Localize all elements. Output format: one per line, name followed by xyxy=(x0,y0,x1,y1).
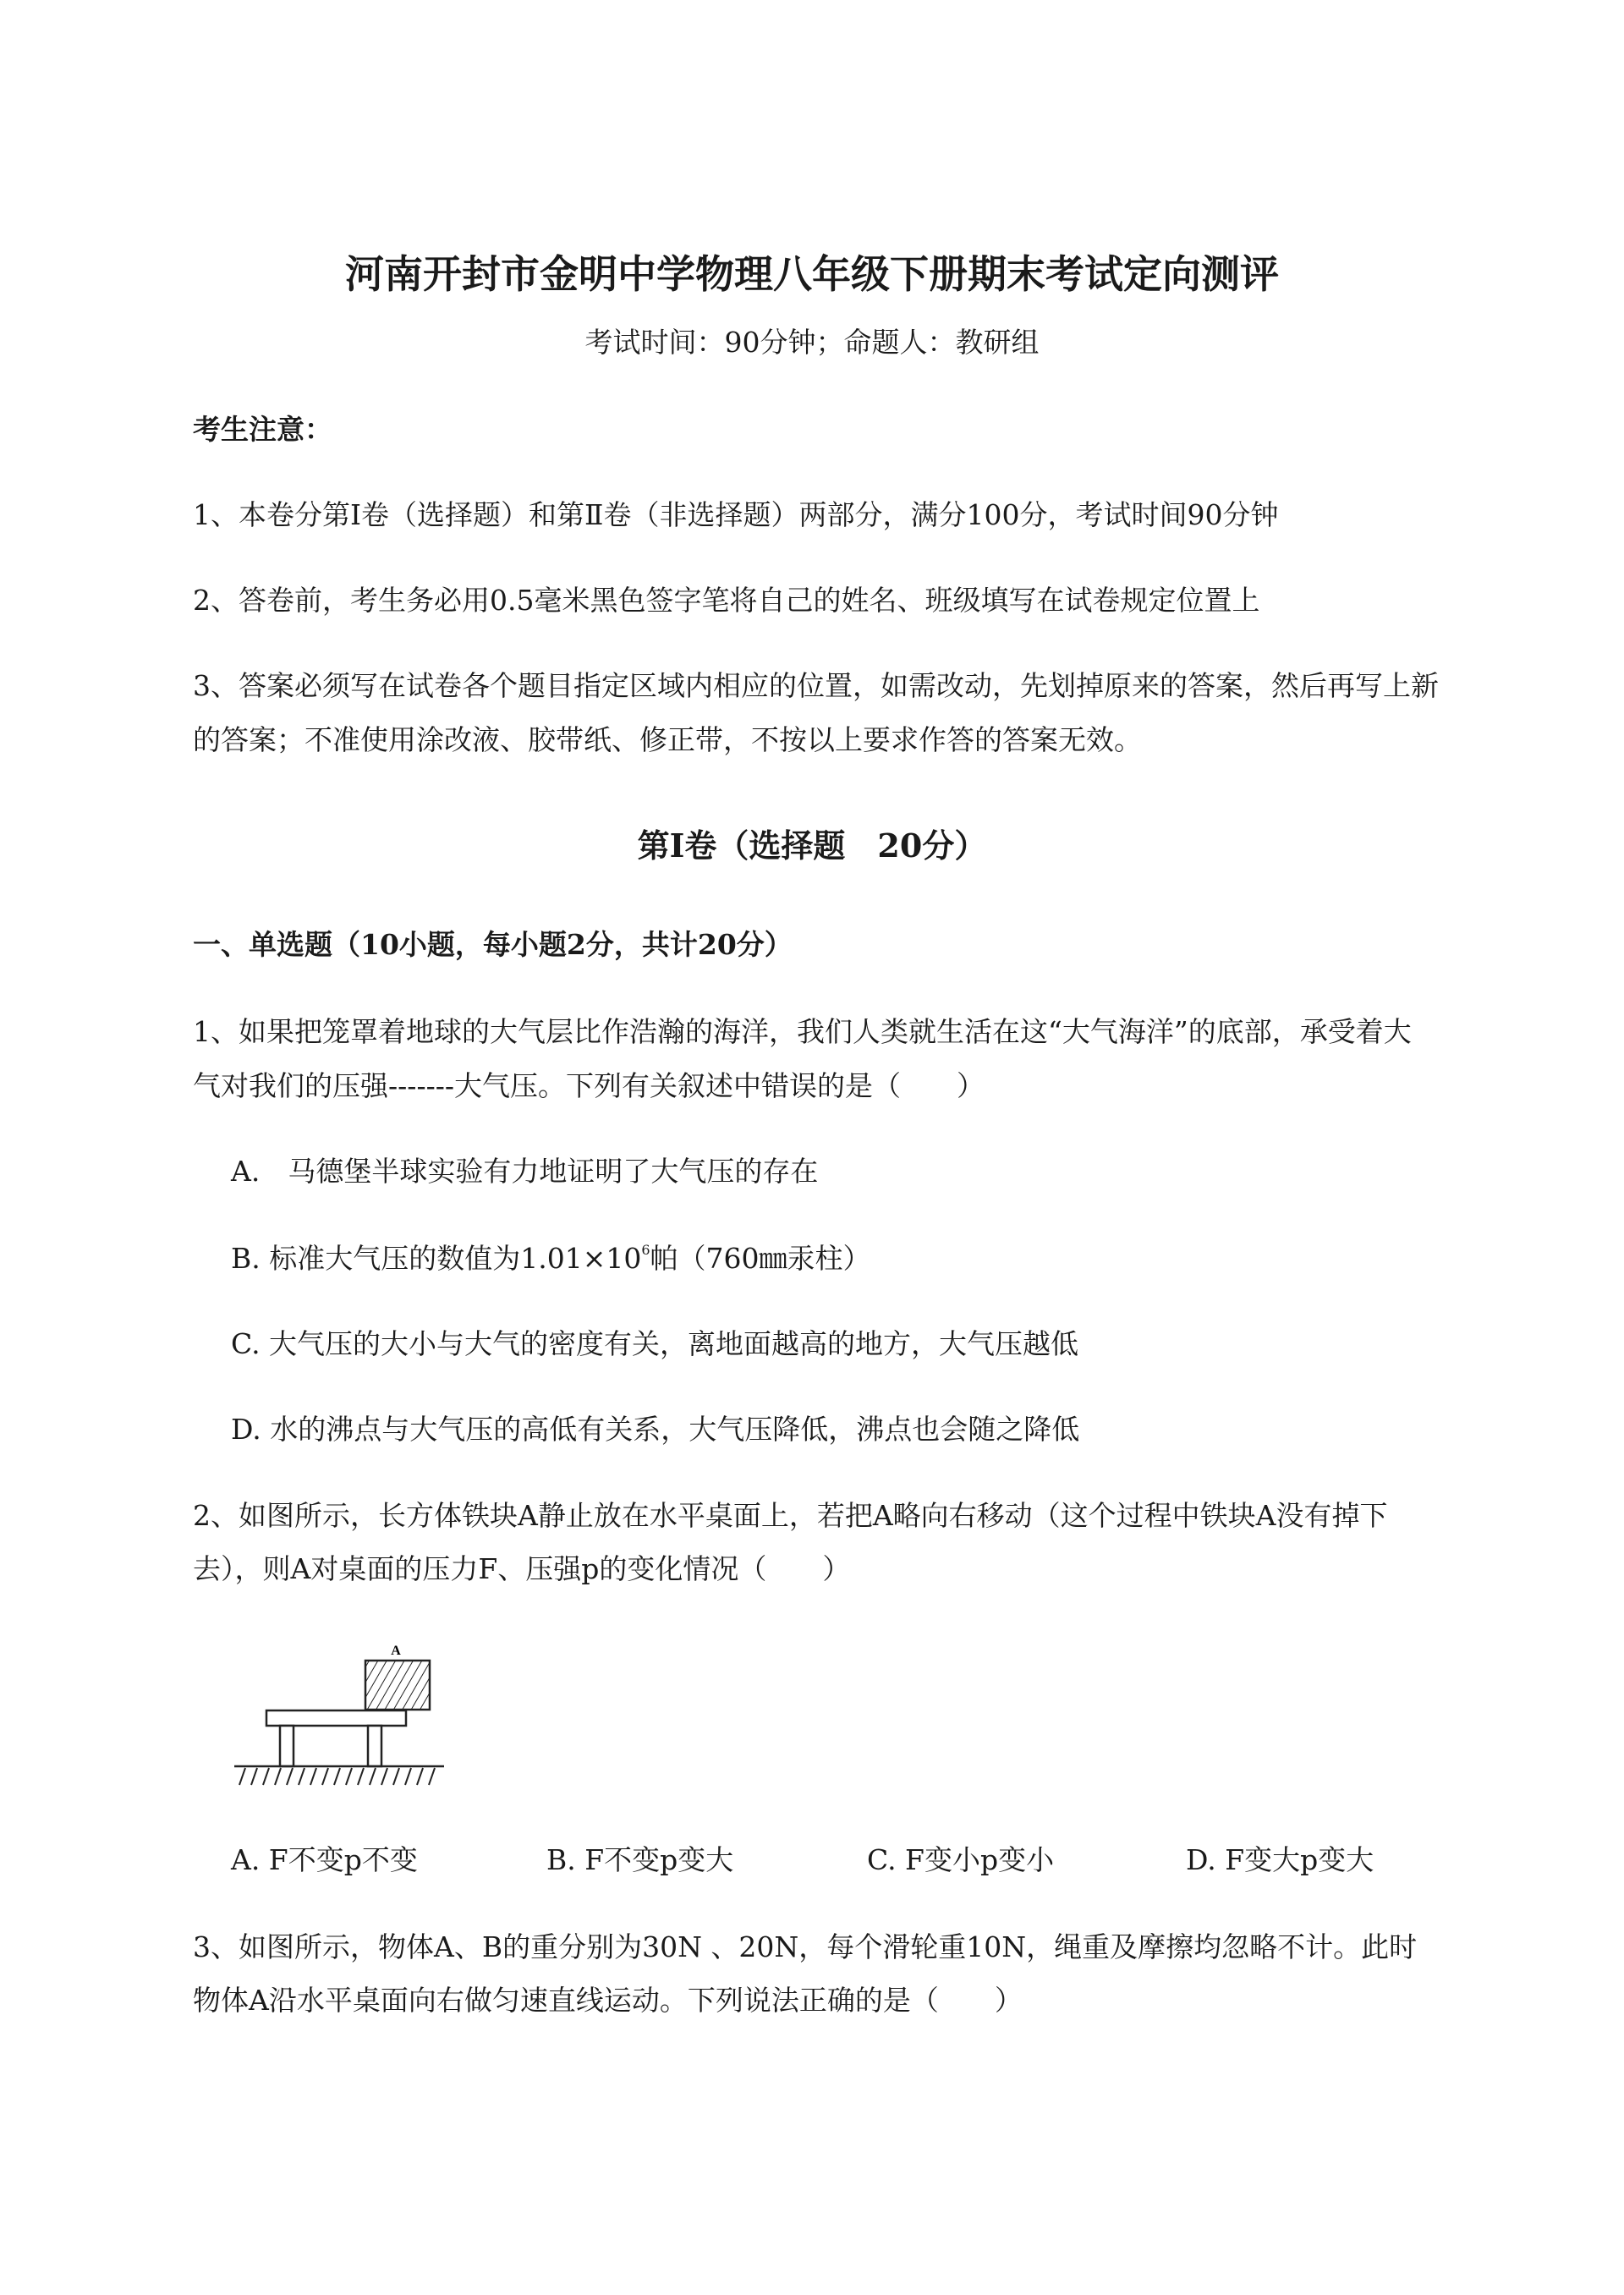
question-3-text: 物体A沿水平桌面向右做匀速直线运动。下列说法正确的是（ ） xyxy=(193,1984,1023,2017)
hatch-mark xyxy=(239,1768,245,1785)
section-heading: 第Ⅰ卷（选择题 20分） xyxy=(637,826,987,865)
hatch-mark xyxy=(346,1768,352,1785)
hatch-mark xyxy=(405,1768,411,1785)
question-1-text: 1、如果把笼罩着地球的大气层比作浩瀚的海洋，我们人类就生活在这“大气海洋”的底部，承受着大 xyxy=(193,1015,1412,1048)
hatch-mark xyxy=(299,1768,304,1785)
notice-item: 的答案；不准使用涂改液、胶带纸、修正带，不按以上要求作答的答案无效。 xyxy=(193,723,1142,756)
ground-hatching xyxy=(239,1768,435,1785)
exponent: 6 xyxy=(641,1242,650,1258)
hatch-mark xyxy=(251,1768,257,1785)
question-2-text: 去），则A对桌面的压力F、压强p的变化情况（ ） xyxy=(193,1552,851,1585)
hatch-mark xyxy=(334,1768,340,1785)
hatch-mark xyxy=(370,1768,376,1785)
hatch-mark xyxy=(381,1768,387,1785)
table-top xyxy=(266,1710,406,1726)
table-leg xyxy=(280,1726,294,1766)
figure-label: A xyxy=(391,1644,401,1658)
option-b-unit: 帕（760㎜汞柱） xyxy=(650,1242,871,1275)
question-2-option-d: D. F变大p变大 xyxy=(1186,1843,1374,1876)
notice-item: 2、答卷前，考生务必用0.5毫米黑色签字笔将自己的姓名、班级填写在试卷规定位置上 xyxy=(193,584,1260,617)
exam-subtitle: 考试时间：90分钟；命题人：教研组 xyxy=(584,326,1040,359)
hatch-mark xyxy=(287,1768,293,1785)
table-leg xyxy=(368,1726,381,1766)
question-2-option-c: C. F变小p变小 xyxy=(867,1843,1055,1876)
question-2-option-a: A. F不变p不变 xyxy=(231,1843,418,1876)
hatch-mark xyxy=(429,1768,435,1785)
hatch-mark xyxy=(275,1768,281,1785)
iron-block-a xyxy=(365,1661,430,1710)
notice-heading: 考生注意： xyxy=(193,413,332,446)
hatch-mark xyxy=(393,1768,399,1785)
hatch-mark xyxy=(417,1768,423,1785)
part-heading: 一、单选题（10小题，每小题2分，共计20分） xyxy=(193,928,793,961)
question-2-option-b: B. F不变p变大 xyxy=(546,1843,734,1876)
hatch-mark xyxy=(263,1768,269,1785)
question-2-text: 2、如图所示，长方体铁块A静止放在水平桌面上，若把A略向右移动（这个过程中铁块A没有掉下 xyxy=(193,1499,1388,1532)
question-1-text: 气对我们的压强-------大气压。下列有关叙述中错误的是（ ） xyxy=(193,1069,985,1102)
question-1-option-c: C. 大气压的大小与大气的密度有关，离地面越高的地方，大气压越低 xyxy=(231,1327,1079,1360)
page-title: 河南开封市金明中学物理八年级下册期末考试定向测评 xyxy=(345,251,1279,297)
hatch-mark xyxy=(310,1768,316,1785)
hatch-mark xyxy=(322,1768,328,1785)
hatch-mark xyxy=(358,1768,364,1785)
option-b-text: B. 标准大气压的数值为1.01×10 xyxy=(231,1242,642,1275)
question-1-option-a: A. 马德堡半球实验有力地证明了大气压的存在 xyxy=(231,1155,819,1188)
notice-item: 3、答案必须写在试卷各个题目指定区域内相应的位置，如需改动，先划掉原来的答案，然后再写上新 xyxy=(193,669,1439,702)
question-1-option-d: D. 水的沸点与大气压的高低有关系，大气压降低，沸点也会随之降低 xyxy=(231,1413,1080,1446)
notice-item: 1、本卷分第Ⅰ卷（选择题）和第Ⅱ卷（非选择题）两部分，满分100分，考试时间90分钟 xyxy=(193,498,1279,531)
question-3-text: 3、如图所示，物体A、B的重分别为30N 、20N，每个滑轮重10N，绳重及摩擦均忽略不计。此时 xyxy=(193,1930,1418,1963)
